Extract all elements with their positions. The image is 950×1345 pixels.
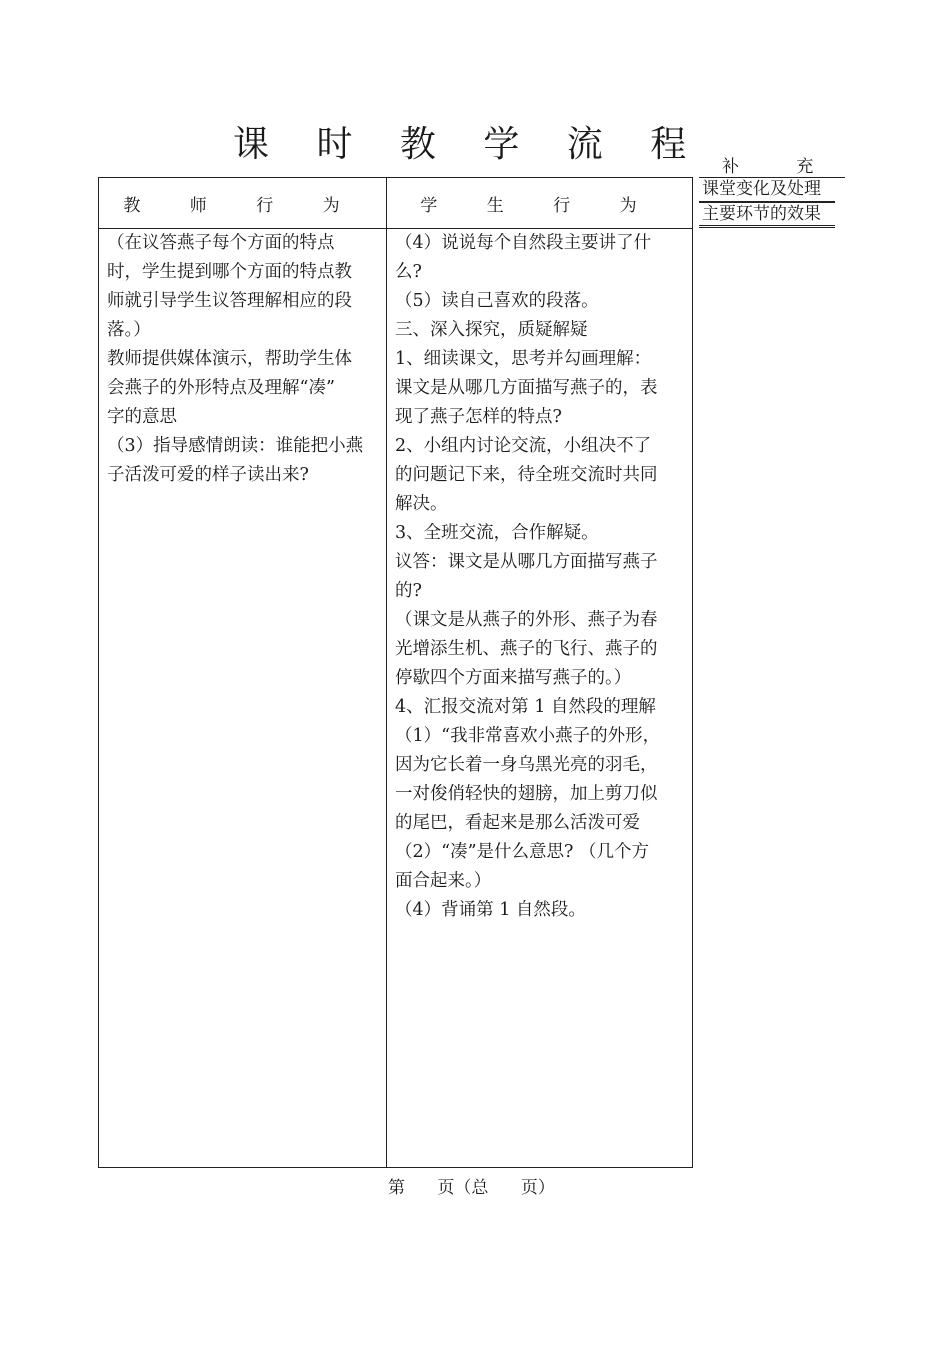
student-text-line: （4）说说每个自然段主要讲了什 — [395, 233, 652, 253]
teacher-text-line: （3）指导感情朗读：谁能把小燕 — [107, 436, 364, 456]
teacher-text-line: （在议答燕子每个方面的特点 — [107, 233, 335, 253]
supplement-line-key-effects: 主要环节的效果 — [699, 201, 835, 228]
student-text-line: （课文是从燕子的外形、燕子为春 — [395, 610, 658, 630]
teacher-text-line: 师就引导学生议答理解相应的段 — [107, 291, 352, 311]
student-text-line: 么? — [395, 262, 422, 282]
student-text-line: 面合起来。） — [395, 871, 492, 891]
student-text-line: （4）背诵第 1 自然段。 — [395, 900, 586, 920]
teacher-behavior-cell — [99, 229, 387, 1168]
student-text-line: 3、全班交流，合作解疑。 — [395, 523, 599, 543]
student-text-line: 一对俊俏轻快的翅膀，加上剪刀似 — [395, 784, 658, 804]
teacher-text-line: 会燕子的外形特点及理解“凑” — [107, 378, 335, 398]
teacher-text-line: 子活泼可爱的样子读出来? — [107, 465, 309, 485]
student-text-line: 解决。 — [395, 494, 448, 514]
student-text-line: 停歇四个方面来描写燕子的。） — [395, 668, 632, 688]
student-text-line: 三、深入探究，质疑解疑 — [395, 320, 588, 340]
teacher-text-line: 时，学生提到哪个方面的特点教 — [107, 262, 352, 282]
page-footer: 第 页（总 页） — [388, 1178, 555, 1198]
student-text-line: （2）“凑”是什么意思? （几个方 — [395, 842, 649, 862]
student-text-line: 议答：课文是从哪几方面描写燕子 — [395, 552, 658, 572]
student-text-line: 4、汇报交流对第 1 自然段的理解 — [395, 697, 656, 717]
student-text-line: 课文是从哪几方面描写燕子的，表 — [395, 378, 658, 398]
supplement-line-classroom-changes: 课堂变化及处理 — [699, 177, 845, 201]
table-header-row — [99, 178, 693, 229]
student-text-line: 的尾巴，看起来是那么活泼可爱 — [395, 813, 640, 833]
teacher-text-line: 落。） — [107, 320, 151, 340]
student-behavior-cell — [387, 229, 693, 1168]
student-text-line: 因为它长着一身乌黑光亮的羽毛， — [395, 755, 658, 775]
teacher-text-line: 字的意思 — [107, 407, 177, 427]
student-text-line: 光增添生机、燕子的飞行、燕子的 — [395, 639, 658, 659]
student-text-line: 现了燕子怎样的特点? — [395, 407, 562, 427]
student-text-line: 的? — [395, 581, 422, 601]
supplement-box — [699, 177, 845, 228]
student-behavior-header: 学 生 行 为 — [387, 178, 693, 229]
student-text-line: 1、细读课文，思考并勾画理解： — [395, 349, 652, 369]
student-text-line: （5）读自己喜欢的段落。 — [395, 291, 599, 311]
teacher-behavior-header: 教 师 行 为 — [99, 178, 387, 229]
page-title: 课 时 教 学 流 程 — [233, 124, 705, 165]
student-lines — [387, 229, 692, 925]
lesson-flow-table — [98, 177, 693, 1168]
table-body-row — [99, 229, 693, 1168]
student-text-line: 2、小组内讨论交流，小组决不了 — [395, 436, 652, 456]
student-text-line: 的问题记下来，待全班交流时共同 — [395, 465, 658, 485]
teacher-lines — [99, 229, 386, 490]
student-text-line: （1）“我非常喜欢小燕子的外形， — [395, 726, 661, 746]
teacher-text-line: 教师提供媒体演示，帮助学生体 — [107, 349, 352, 369]
supplement-heading: 补 充 — [722, 157, 840, 177]
